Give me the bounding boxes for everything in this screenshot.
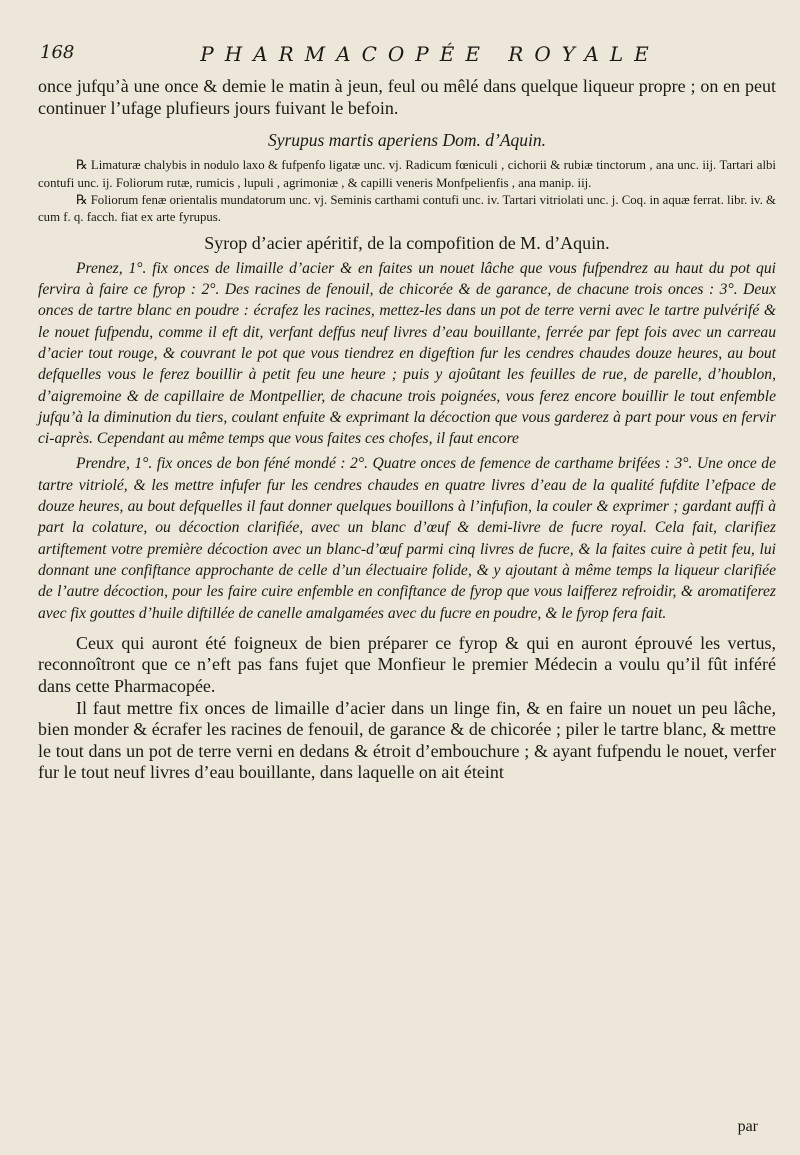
page-number: 168	[40, 42, 75, 63]
intro-paragraph: once jufqu’à une once & demie le matin à jeun, feul ou mêlé dans quelque liqueur propre ; on en peut continuer l’ufage plufieurs jours fuivant le befoin.	[38, 76, 776, 118]
page-header	[40, 42, 770, 72]
latin-recipe-title: Syrupus martis aperiens Dom. d’Aquin.	[267, 130, 547, 151]
catchword: par	[737, 1118, 758, 1135]
french-recipe-title: Syrop d’acier apéritif, de la compofition de M. d’Aquin.	[204, 232, 610, 253]
commentary-paragraph-2: Il faut mettre fix onces de limaille d’acier dans un linge fin, & en faire un nouet un peu lâche, bien monder & écrafer les racines de fenouil, de garance & de chicorée ; piler le tartre blanc, & mettre le tout dans un pot de terre verni en dedans & étroit d’embouchure ; & ayant fufpendu le nouet, verfer fur le tout neuf livres d’eau bouillante, dans laquelle on ait éteint	[38, 697, 776, 783]
running-title: PHARMACOPÉE ROYALE	[200, 42, 660, 66]
latin-recipe-part-1: ℞ Limaturæ chalybis in nodulo laxo & fufpenfo ligatæ unc. vj. Radicum fœniculi , cichorii & rubiæ tinctorum , ana unc. iij. Tartari albi contufi unc. ij. Foliorum rutæ, rumicis , lupuli , agrimoniæ , & capilli veneris Monfpelienfis , ana manip. iij.	[38, 158, 776, 190]
commentary-paragraph-1: Ceux qui auront été foigneux de bien préparer ce fyrop & qui en auront éprouvé les vertus, reconnoîtront que ce n’eft pas fans fujet que Monfieur le premier Médecin a voulu qu’il fût inféré dans cette Pharmacopée.	[38, 632, 776, 697]
instructions-paragraph-1: Prenez, 1°. fix onces de limaille d’acier & en faites un nouet lâche que vous fufpendrez au haut du pot qui fervira à faire ce fyrop : 2°. Des racines de fenouil, de chicorée & de garance, de chacune trois onces : 3°. Deux onces de tartre blanc en poudre : écrafez les racines, mettez-les dans un pot de terre verni avec le tartre pulvérifé & le nouet fufpendu, comme il eft dit, verfant deffus neuf livres d’eau bouillante, ferrée par fept fois avec un carreau d’acier tout rouge, & couvrant le pot que vous tiendrez en digeftion fur les cendres chaudes douze heures, au bout defquelles vous le ferez bouillir à petit feu une heure ; puis y ajoûtant les feuilles de rue, de parelle, d’houblon, d’aigremoine & de capillaire de Montpellier, de chacune trois poignées, vous ferez encore bouillir le tout enfemble jufqu’à la diminution du tiers, coulant enfuite & exprimant la décoction que vous garderez à part pour vous en fervir ci-après. Cependant au même temps que vous faites ces chofes, il faut encore	[38, 259, 776, 448]
page-body	[38, 76, 776, 784]
instructions-paragraph-2: Prendre, 1°. fix onces de bon féné mondé : 2°. Quatre onces de femence de carthame brifées : 3°. Une once de tartre vitriolé, & les mettre infufer fur les cendres chaudes en quatre livres d’eau de la qualité fufdite l’efpace de douze heures, au bout defquelles il faut donner quelques bouillons à l’infufion, la couler & exprimer ; gardant auffi à part la colature, ou décoction clarifiée, avec un blanc d’œuf & demi-livre de fucre royal. Cela fait, clarifiez artiftement votre première décoction avec un blanc-d’œuf parmi cinq livres de fucre, & la faites cuire à petit feu, lui donnant une confiftance approchante de celle d’un électuaire folide, & y ajoutant à même temps la liqueur clarifiée de l’autre décoction, pour les faire cuire enfemble en confiftance de fyrop que vous laifferez refroidir, & aromatiferez avec fix gouttes d’huile diftillée de canelle amalgamées avec du fucre en poudre, & le fyrop fera fait.	[38, 455, 776, 622]
latin-recipe-part-2: ℞ Foliorum fenæ orientalis mundatorum unc. vj. Seminis carthami contufi unc. iv. Tartari vitriolati unc. j. Coq. in aquæ ferrat. libr. iv. & cum f. q. facch. fiat ex arte fyrupus.	[38, 193, 776, 225]
